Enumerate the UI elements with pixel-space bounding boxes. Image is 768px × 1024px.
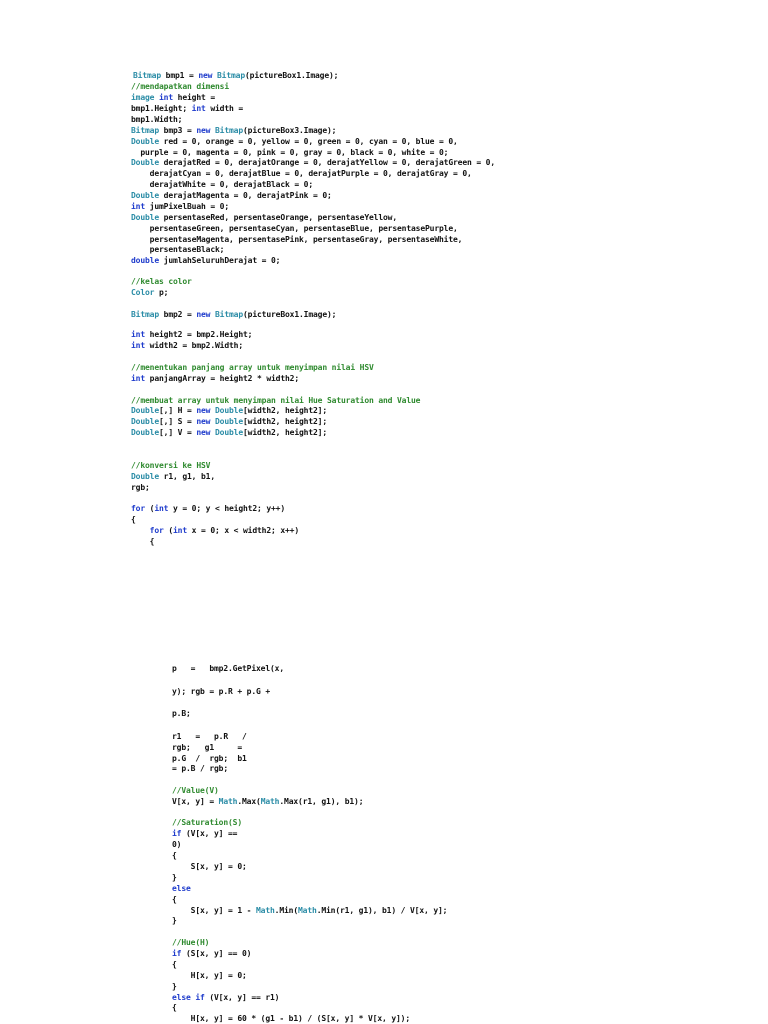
code-text: { (131, 537, 155, 546)
code-keyword: int (131, 374, 145, 383)
code-line (172, 959, 177, 970)
code-line (131, 373, 299, 384)
code-text: } (172, 916, 177, 925)
code-keyword: int (131, 330, 145, 339)
code-line (131, 255, 280, 266)
code-line (131, 287, 168, 298)
code-text: persentaseRed, persentaseOrange, persentaseYellow, (159, 213, 397, 222)
code-text: p.G / rgb; b1 (172, 754, 247, 763)
code-line (172, 905, 447, 916)
code-line (172, 981, 177, 992)
code-text: panjangArray = height2 * width2; (145, 374, 299, 383)
code-keyword: int (173, 526, 188, 535)
code-type: Double (131, 472, 159, 481)
code-text: .Max( (237, 797, 261, 806)
code-keyword: for (149, 526, 164, 535)
code-comment: //menentukan panjang array untuk menyimpan nilai HSV (131, 363, 374, 372)
code-line (131, 92, 215, 103)
code-line (131, 503, 285, 514)
code-comment: //Value(V) (172, 786, 219, 795)
code-comment: //membuat array untuk menyimpan nilai Hue Saturation and Value (131, 396, 421, 405)
code-type: Math (298, 906, 317, 915)
code-text: [,] V = (159, 428, 197, 437)
code-text: 0) (172, 840, 182, 849)
code-type: Bitmap (217, 71, 246, 80)
code-type: Color (131, 288, 155, 297)
code-text: .Max(r1, g1), b1); (279, 797, 364, 806)
code-line (131, 482, 150, 493)
code-type: Bitmap (215, 310, 244, 319)
code-text: height2 = bmp2.Height; (145, 330, 253, 339)
code-text: width2 = bmp2.Width; (145, 341, 243, 350)
code-type: Double (131, 137, 159, 146)
code-text: rgb; g1 = (172, 743, 242, 752)
code-text: persentaseBlack; (131, 245, 225, 254)
code-line (172, 708, 191, 719)
code-line (172, 742, 242, 753)
code-line (131, 514, 136, 525)
code-type: Double (215, 428, 244, 437)
code-line (131, 536, 154, 547)
code-text: persentaseGreen, persentaseCyan, persentaseBlue, persentasePurple, (131, 224, 458, 233)
code-text: [width2, height2]; (243, 417, 328, 426)
code-text: (pictureBox3.Image); (243, 126, 337, 135)
code-text: { (172, 960, 177, 969)
code-keyword: new (198, 71, 213, 80)
code-text: = p.B / rgb; (172, 764, 228, 773)
code-text: V[x, y] = (172, 797, 219, 806)
code-text: p; (154, 288, 169, 297)
code-text: derajatMagenta = 0, derajatPink = 0; (159, 191, 332, 200)
code-text: (V[x, y] == r1) (204, 993, 280, 1002)
code-type: Double (131, 158, 159, 167)
code-keyword: if (195, 993, 205, 1002)
code-line (131, 460, 210, 471)
code-line (131, 114, 182, 125)
code-text: r1, g1, b1, (159, 472, 215, 481)
code-text: { (172, 1003, 177, 1012)
code-line (131, 223, 458, 234)
code-text: bmp2 = (159, 310, 197, 319)
code-type: Bitmap (133, 71, 161, 80)
code-type: Math (218, 797, 238, 806)
code-line (133, 70, 338, 81)
code-line (172, 883, 191, 894)
code-text: (S[x, y] == 0) (181, 949, 252, 958)
code-keyword: int (191, 104, 206, 113)
code-text: r1 = p.R / (172, 732, 247, 741)
code-text: red = 0, orange = 0, yellow = 0, green = 0, cyan = 0, blue = 0, (159, 137, 458, 146)
code-type: Double (131, 417, 159, 426)
code-line (172, 686, 270, 697)
code-line (172, 937, 209, 948)
code-text: (pictureBox1.Image); (243, 310, 337, 319)
code-text: rgb; (131, 483, 150, 492)
code-text (131, 526, 150, 535)
code-type: Double (215, 406, 244, 415)
code-line (131, 276, 192, 287)
code-keyword: new (196, 406, 211, 415)
code-text: { (172, 895, 177, 904)
code-line (172, 663, 284, 674)
code-text: } (172, 873, 177, 882)
code-text: p.B; (172, 709, 191, 718)
code-line (172, 992, 279, 1003)
code-line (172, 817, 242, 828)
code-type: Double (131, 406, 159, 415)
code-text: bmp1.Height; (131, 104, 192, 113)
code-text: [,] S = (159, 417, 197, 426)
code-text: bmp1.Width; (131, 115, 183, 124)
code-line (172, 861, 247, 872)
code-text: derajatCyan = 0, derajatBlue = 0, derajatPurple = 0, derajatGray = 0, (131, 169, 472, 178)
code-line (131, 103, 243, 114)
code-line (172, 785, 219, 796)
code-keyword: else (172, 993, 191, 1002)
code-text: [,] H = (159, 406, 197, 415)
code-line (172, 872, 177, 883)
code-line (131, 405, 327, 416)
code-text: derajatRed = 0, derajatOrange = 0, derajatYellow = 0, derajatGreen = 0, (159, 158, 495, 167)
code-text: S[x, y] = 1 - (172, 906, 256, 915)
code-line (131, 125, 336, 136)
code-line (172, 828, 237, 839)
code-line (131, 201, 229, 212)
code-keyword: for (131, 504, 145, 513)
code-line (131, 212, 397, 223)
code-type: Bitmap (131, 126, 159, 135)
code-line (172, 948, 251, 959)
code-text: y = 0; y < height2; y++) (168, 504, 286, 513)
code-type: Double (131, 213, 159, 222)
code-text: (V[x, y] == (181, 829, 238, 838)
code-keyword: if (172, 829, 182, 838)
code-type: Double (215, 417, 244, 426)
code-line (131, 244, 224, 255)
code-comment: //Hue(H) (172, 938, 210, 947)
code-text: .Min( (274, 906, 299, 915)
code-text: S[x, y] = 0; (172, 862, 247, 871)
code-type: Double (131, 428, 159, 437)
code-text: bmp3 = (159, 126, 197, 135)
code-type: Math (256, 906, 275, 915)
code-keyword: int (131, 341, 145, 350)
code-keyword: else (172, 884, 191, 893)
code-text: ( (145, 504, 155, 513)
code-type: Bitmap (131, 310, 159, 319)
code-text: purple = 0, magenta = 0, pink = 0, gray = 0, black = 0, white = 0; (131, 148, 449, 157)
code-text: } (172, 982, 177, 991)
code-line (172, 839, 181, 850)
code-text: ( (163, 526, 174, 535)
code-line (131, 525, 299, 536)
code-line (172, 763, 228, 774)
code-keyword: if (172, 949, 182, 958)
code-line (172, 731, 247, 742)
code-type: image (131, 93, 155, 102)
code-text: H[x, y] = 0; (172, 971, 247, 980)
code-text: .Min(r1, g1), b1) / V[x, y]; (316, 906, 448, 915)
code-type: Math (260, 797, 280, 806)
code-comment: //konversi ke HSV (131, 461, 211, 470)
code-line (172, 850, 177, 861)
code-keyword: double (131, 256, 159, 265)
code-text: { (172, 851, 177, 860)
code-line (172, 1002, 177, 1013)
code-text: [width2, height2]; (243, 428, 328, 437)
code-text: { (131, 515, 136, 524)
code-line (131, 157, 495, 168)
code-line (131, 168, 472, 179)
code-line (131, 427, 327, 438)
code-line (131, 81, 229, 92)
code-line (172, 796, 363, 807)
code-text: (pictureBox1.Image); (245, 71, 339, 80)
code-line (131, 329, 252, 340)
code-type: Double (131, 191, 159, 200)
code-text: width = (205, 104, 244, 113)
code-text: p = bmp2.GetPixel(x, (172, 664, 284, 673)
code-line (131, 362, 374, 373)
code-line (131, 416, 327, 427)
code-comment: //mendapatkan dimensi (131, 82, 229, 91)
code-line (172, 970, 247, 981)
code-keyword: new (196, 310, 211, 319)
code-comment: //kelas color (131, 277, 192, 286)
code-line (131, 190, 332, 201)
code-text: height = (173, 93, 216, 102)
code-type: Bitmap (215, 126, 244, 135)
code-keyword: int (159, 93, 174, 102)
code-text: derajatWhite = 0, derajatBlack = 0; (131, 180, 313, 189)
code-line (172, 894, 177, 905)
code-keyword: new (196, 417, 211, 426)
code-line (131, 309, 336, 320)
code-text: y); rgb = p.R + p.G + (172, 687, 270, 696)
code-text: [width2, height2]; (243, 406, 328, 415)
code-line (131, 179, 313, 190)
code-line (131, 136, 458, 147)
code-text: persentaseMagenta, persentasePink, persentaseGray, persentaseWhite, (131, 235, 463, 244)
code-keyword: int (131, 202, 145, 211)
code-line (131, 471, 215, 482)
code-text: jumlahSeluruhDerajat = 0; (159, 256, 281, 265)
code-keyword: new (196, 126, 211, 135)
code-line (172, 915, 177, 926)
code-line (172, 1013, 410, 1024)
code-keyword: new (196, 428, 211, 437)
code-text: bmp1 = (161, 71, 199, 80)
code-line (131, 340, 243, 351)
code-comment: //Saturation(S) (172, 818, 242, 827)
code-text: jumPixelBuah = 0; (145, 202, 229, 211)
code-text: x = 0; x < width2; x++) (187, 526, 300, 535)
code-text: H[x, y] = 60 * (g1 - b1) / (S[x, y] * V[x, y]); (172, 1014, 410, 1023)
code-keyword: int (154, 504, 169, 513)
